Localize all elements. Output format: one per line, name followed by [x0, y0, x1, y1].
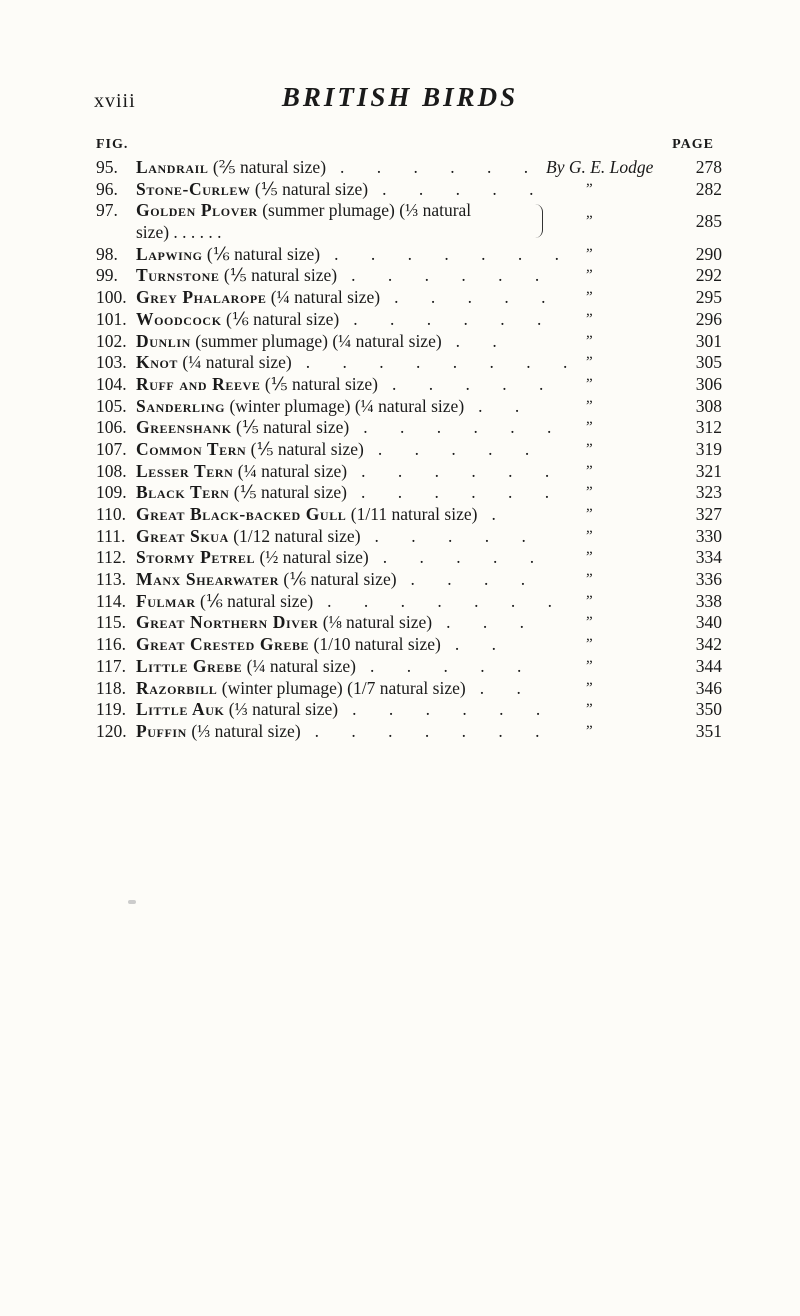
ditto-mark: ” — [586, 397, 593, 414]
leader-dots: . . . . . — [382, 178, 548, 199]
figure-entry — [96, 526, 722, 548]
page-number: 312 — [695, 417, 722, 438]
figure-entry — [96, 612, 722, 634]
figure-size-note: (⅙ natural size) — [202, 243, 321, 264]
figure-title — [136, 678, 466, 700]
ditto-mark: ” — [586, 506, 593, 523]
figure-number: 97. — [96, 200, 118, 221]
figure-entry — [96, 482, 722, 504]
page-number: 340 — [695, 612, 722, 633]
figure-entry — [96, 374, 722, 396]
leader-dots: . . . . . — [391, 373, 558, 394]
ditto-mark: ” — [586, 332, 593, 349]
figure-size-note: (⅕ natural size) — [246, 438, 364, 459]
figure-size-note: (¼ natural size) — [178, 352, 292, 373]
figure-size-note: (¼ natural size) — [233, 460, 348, 481]
figure-size-note: (½ natural size) — [255, 547, 369, 568]
bird-name: Knot — [136, 352, 179, 373]
page-number: 336 — [695, 569, 722, 590]
page-number: 344 — [695, 655, 722, 676]
leader-dots: . . — [479, 677, 535, 698]
figure-title — [136, 591, 313, 613]
bird-name: Lesser Tern — [136, 460, 234, 481]
ditto-mark: ” — [586, 440, 593, 457]
leader-dots: . . . . . . . — [314, 720, 554, 741]
figure-title — [136, 331, 442, 353]
running-title: BRITISH BIRDS — [281, 82, 519, 112]
figure-number: 108. — [96, 460, 127, 481]
page-number: 350 — [695, 699, 722, 720]
figure-entry — [96, 678, 722, 700]
figure-number: 117. — [96, 655, 126, 676]
figure-title — [136, 634, 441, 656]
figure-size-note: (summer plumage) (⅓ natural — [257, 200, 472, 221]
ditto-mark: ” — [586, 571, 593, 588]
leader-dots: . . . . . — [377, 438, 544, 459]
figure-entry — [96, 265, 722, 287]
page-number: 305 — [695, 352, 722, 373]
ditto-mark: ” — [586, 592, 593, 609]
page-number: 334 — [695, 547, 722, 568]
figure-size-note: (⅕ natural size) — [219, 265, 338, 286]
page-number: 330 — [695, 525, 722, 546]
bird-name: Little Grebe — [136, 655, 243, 676]
leader-dots: . . — [454, 634, 510, 655]
figure-title — [136, 439, 364, 461]
figure-title — [136, 200, 471, 222]
figure-title — [136, 374, 378, 396]
leader-dots: . . . . . — [394, 287, 560, 308]
figure-number: 109. — [96, 482, 127, 503]
leader-dots: . . . . . . . — [327, 590, 567, 611]
figure-entry — [96, 417, 722, 439]
bird-name: Great Crested Grebe — [136, 634, 310, 655]
figure-title — [136, 482, 347, 504]
leader-dots: . . — [478, 395, 534, 416]
page-folio: xviii — [94, 90, 136, 112]
leader-dots: . . . . — [410, 569, 540, 590]
page-number: 295 — [695, 287, 722, 308]
figure-size-note: (⅙ natural size) — [279, 569, 397, 590]
ditto-mark: ” — [586, 245, 593, 262]
figure-number: 114. — [96, 590, 126, 611]
page-number: 327 — [695, 504, 722, 525]
figure-title — [136, 547, 369, 569]
page-number: 323 — [695, 482, 722, 503]
bird-name: Manx Shearwater — [136, 569, 279, 590]
figure-title — [136, 504, 477, 526]
leader-dots: . . . . . . — [353, 308, 556, 329]
bird-name: Great Black-backed Gull — [136, 504, 347, 525]
figure-size-note: (⅖ natural size) — [208, 157, 327, 177]
running-head — [0, 82, 800, 122]
page-number: 321 — [695, 460, 722, 481]
figure-number: 113. — [96, 569, 126, 590]
bird-name: Black Tern — [136, 482, 230, 503]
page-number: 351 — [695, 720, 722, 741]
figure-number: 116. — [96, 634, 126, 655]
figure-title — [136, 526, 361, 548]
page-number: 338 — [695, 590, 722, 611]
figure-entry — [96, 461, 722, 483]
figure-title — [136, 179, 368, 201]
figure-number: 104. — [96, 373, 127, 394]
ditto-mark: ” — [586, 657, 593, 674]
brace-mark — [535, 204, 543, 238]
figure-title — [136, 699, 338, 721]
figure-entry — [96, 504, 722, 526]
leader-dots: . . . . . . — [360, 482, 564, 503]
print-smudge — [128, 900, 136, 904]
figure-title — [136, 309, 339, 331]
figure-number: 102. — [96, 330, 127, 351]
leader-dots: . . . . . — [369, 655, 536, 676]
bird-name: Razorbill — [136, 677, 218, 698]
bird-name: Stormy Petrel — [136, 547, 256, 568]
bird-name: Turnstone — [136, 265, 220, 286]
figure-title — [136, 721, 301, 743]
figure-size-note: (⅓ natural size) — [224, 699, 339, 720]
figure-title — [136, 244, 320, 266]
bird-name: Ruff and Reeve — [136, 373, 261, 394]
ditto-mark: ” — [586, 289, 593, 306]
ditto-mark: ” — [586, 549, 593, 566]
leader-dots: . . . . . . — [351, 265, 554, 286]
figure-number: 115. — [96, 612, 126, 633]
figure-number: 110. — [96, 504, 126, 525]
ditto-mark: ” — [586, 722, 593, 739]
figure-title — [136, 461, 347, 483]
bird-name: Little Auk — [136, 699, 225, 720]
bird-name: Common Tern — [136, 438, 247, 459]
ditto-mark: ” — [586, 354, 593, 371]
bird-name: Stone-Curlew — [136, 178, 251, 199]
figure-entry — [96, 439, 722, 461]
ditto-mark: ” — [586, 419, 593, 436]
figure-size-note: (⅕ natural size) — [260, 373, 378, 394]
leader-dots: . . . . . . . . — [305, 352, 582, 373]
page-number: 282 — [695, 178, 722, 199]
figure-entry — [96, 569, 722, 591]
bird-name: Fulmar — [136, 590, 196, 611]
figure-title — [136, 569, 397, 591]
figure-entry — [96, 547, 722, 569]
figure-size-note: (¼ natural size) — [242, 655, 356, 676]
page-number: 285 — [695, 211, 722, 232]
ditto-mark: ” — [586, 180, 593, 197]
page-number: 342 — [695, 634, 722, 655]
ditto-mark: ” — [586, 679, 593, 696]
bird-name: Dunlin — [136, 330, 191, 351]
leader-dots: . — [491, 504, 510, 525]
page-number: 290 — [695, 243, 722, 264]
ditto-mark: ” — [586, 527, 593, 544]
ditto-mark: ” — [586, 310, 593, 327]
leader-dots: . . . . . — [382, 547, 549, 568]
bird-name: Grey Phalarope — [136, 287, 267, 308]
figure-number: 95. — [96, 157, 118, 177]
leader-dots: . . . — [446, 612, 538, 633]
ditto-mark: ” — [586, 614, 593, 631]
bird-name: Puffin — [136, 720, 187, 741]
bird-name: Greenshank — [136, 417, 232, 438]
figure-title-continued: size) . . . . . . — [136, 222, 222, 243]
figure-number: 120. — [96, 720, 127, 741]
leader-dots: . . — [455, 330, 511, 351]
illustrator-credit: By G. E. Lodge — [546, 157, 654, 177]
figure-size-note: (1/12 natural size) — [228, 525, 361, 546]
figure-size-note: (¼ natural size) — [266, 287, 381, 308]
figure-list — [96, 157, 722, 743]
ditto-mark: ” — [586, 484, 593, 501]
figure-size-note: (⅕ natural size) — [250, 178, 369, 199]
page-number: 292 — [695, 265, 722, 286]
ditto-mark: ” — [586, 636, 593, 653]
figure-number: 119. — [96, 699, 126, 720]
page-number: 301 — [695, 330, 722, 351]
ditto-mark: ” — [586, 701, 593, 718]
bird-name: Golden Plover — [136, 200, 258, 221]
figure-entry — [96, 634, 722, 656]
bird-name: Sanderling — [136, 395, 226, 416]
leader-dots: . . . . . . — [363, 417, 566, 438]
figure-size-note: (⅕ natural size) — [229, 482, 347, 503]
leader-dots: . . . . . . — [361, 460, 564, 481]
figure-title — [136, 265, 337, 287]
leader-dots: . . . . . — [374, 525, 540, 546]
bird-name: Woodcock — [136, 308, 222, 329]
figure-entry — [96, 157, 722, 179]
figure-size-note: (winter plumage) (¼ natural size) — [225, 395, 465, 416]
page-number: 306 — [695, 373, 722, 394]
figure-entry — [96, 721, 722, 743]
figure-size-note: (summer plumage) (¼ natural size) — [190, 330, 442, 351]
figure-number: 111. — [96, 525, 126, 546]
ditto-mark: ” — [586, 213, 593, 230]
figure-number: 99. — [96, 265, 118, 286]
figure-title — [136, 352, 292, 374]
fig-column-heading: FIG. — [96, 137, 129, 152]
figure-entry — [96, 179, 722, 201]
figure-size-note: (⅓ natural size) — [186, 720, 301, 741]
figure-entry — [96, 287, 722, 309]
figure-entry — [96, 591, 722, 613]
figure-entry — [96, 200, 722, 243]
figure-title — [136, 396, 464, 418]
figure-number: 105. — [96, 395, 127, 416]
ditto-mark: ” — [586, 267, 593, 284]
figure-title — [136, 417, 349, 439]
figure-number: 107. — [96, 438, 127, 459]
figure-size-note: (winter plumage) (1/7 natural size) — [217, 677, 466, 698]
bird-name: Landrail — [136, 157, 209, 177]
ditto-mark: ” — [586, 375, 593, 392]
figure-entry — [96, 396, 722, 418]
figure-number: 112. — [96, 547, 126, 568]
figure-size-note: (⅛ natural size) — [318, 612, 433, 633]
bird-name: Great Skua — [136, 525, 229, 546]
figure-number: 103. — [96, 352, 127, 373]
page-number: 319 — [695, 438, 722, 459]
figure-number: 106. — [96, 417, 127, 438]
figure-size-note: (1/10 natural size) — [309, 634, 441, 655]
figure-entry — [96, 656, 722, 678]
page-number: 278 — [695, 157, 722, 177]
ditto-mark: ” — [586, 462, 593, 479]
figure-entry — [96, 331, 722, 353]
figure-number: 101. — [96, 308, 127, 329]
figure-title — [136, 612, 432, 634]
figure-number: 96. — [96, 178, 118, 199]
leader-dots: . . . . . . — [352, 699, 555, 720]
figure-title — [136, 287, 380, 309]
figure-title — [136, 157, 326, 179]
figure-number: 98. — [96, 243, 118, 264]
bird-name: Lapwing — [136, 243, 203, 264]
figure-size-note: (⅕ natural size) — [231, 417, 350, 438]
figure-entry — [96, 699, 722, 721]
figure-size-note: (⅙ natural size) — [195, 590, 314, 611]
figure-size-note: (⅙ natural size) — [221, 308, 340, 329]
page-column-heading: PAGE — [672, 137, 714, 152]
figure-entry — [96, 309, 722, 331]
figure-number: 118. — [96, 677, 126, 698]
figure-size-note: (1/11 natural size) — [346, 504, 478, 525]
figure-number: 100. — [96, 287, 127, 308]
figure-entry — [96, 244, 722, 266]
figure-title — [136, 656, 356, 678]
page-number: 308 — [695, 395, 722, 416]
figure-entry — [96, 352, 722, 374]
bird-name: Great Northern Diver — [136, 612, 319, 633]
page-number: 346 — [695, 677, 722, 698]
leader-dots: . . . . . . — [340, 157, 543, 177]
leader-dots: . . . . . . . — [334, 243, 573, 264]
page-number: 296 — [695, 308, 722, 329]
